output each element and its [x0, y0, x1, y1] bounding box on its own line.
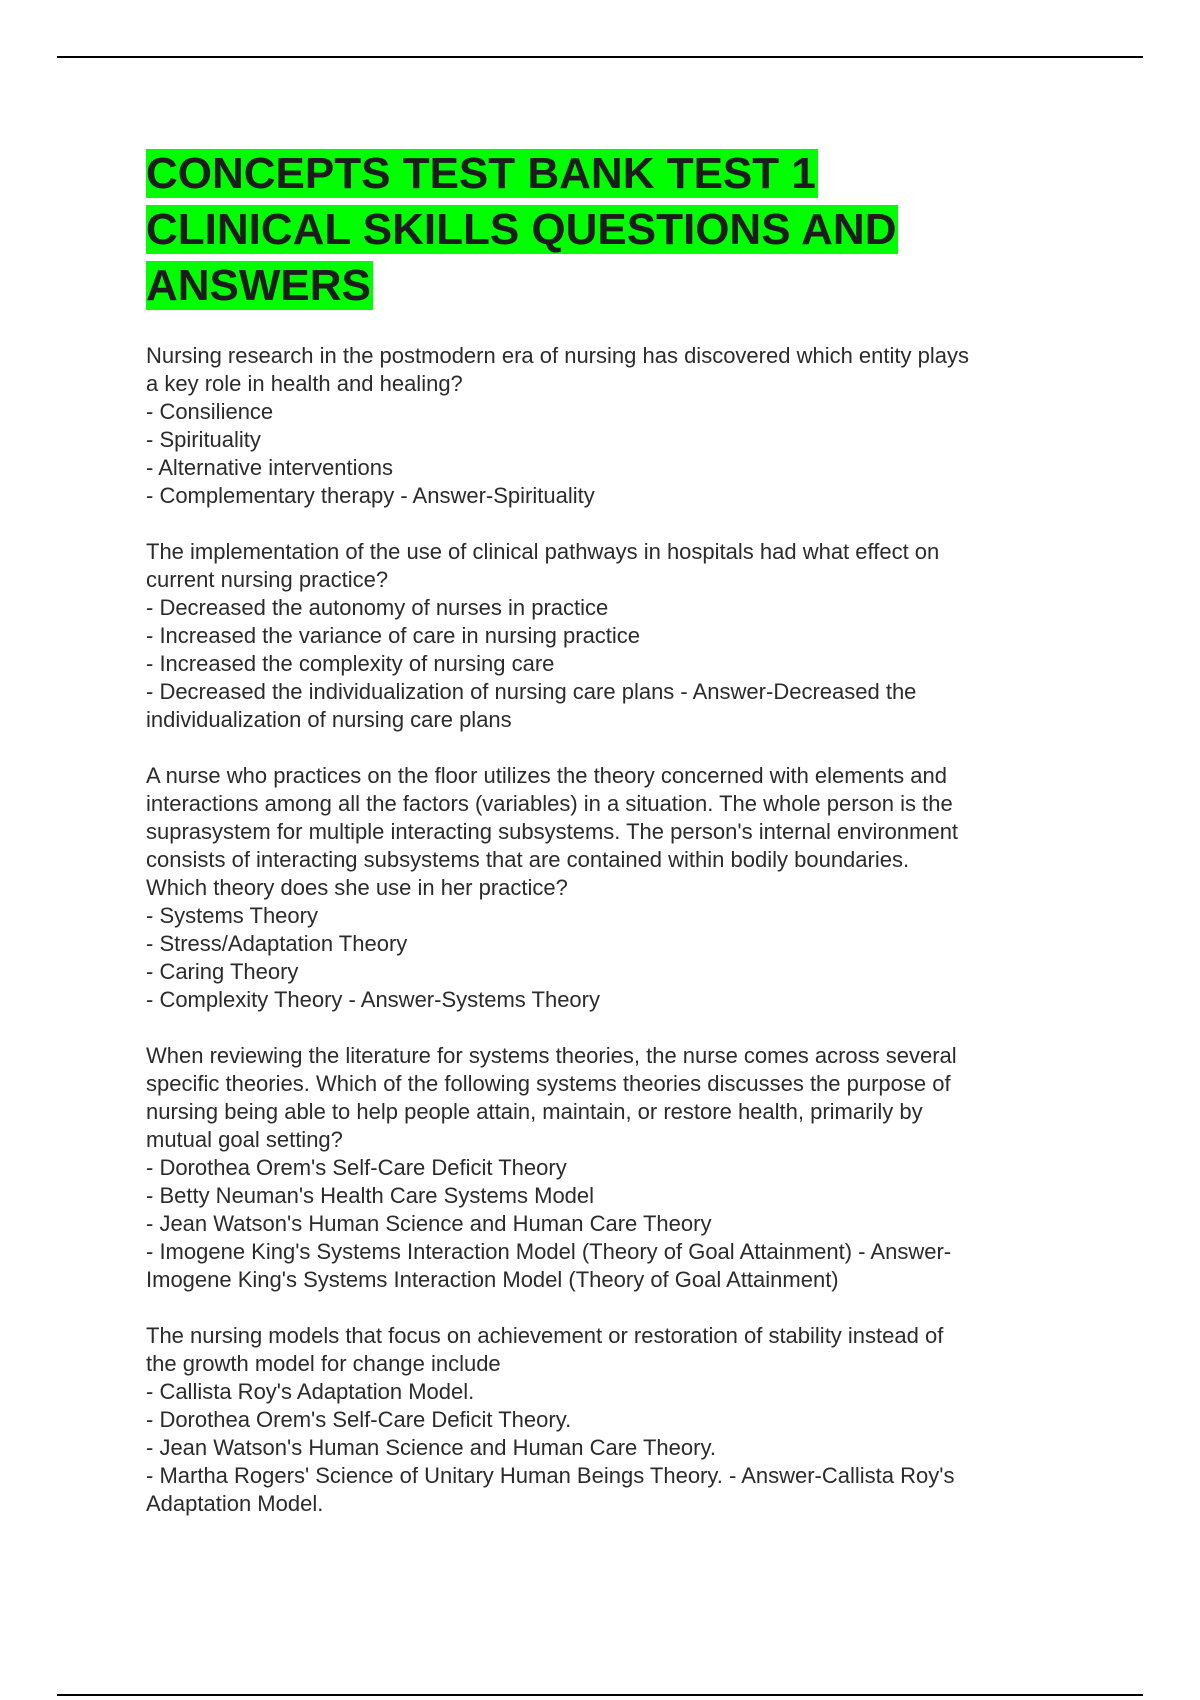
option-line: - Callista Roy's Adaptation Model. — [146, 1379, 475, 1404]
option-line: - Betty Neuman's Health Care Systems Model — [146, 1183, 595, 1208]
question-block — [146, 762, 1066, 1014]
option-line: - Spirituality — [146, 427, 261, 452]
question-block — [146, 1042, 1066, 1294]
question-text-line: suprasystem for multiple interacting subsystems. The person's internal environment — [146, 819, 959, 844]
option-line: - Jean Watson's Human Science and Human Care Theory — [146, 1211, 712, 1236]
option-line: - Imogene King's Systems Interaction Model (Theory of Goal Attainment) - Answer- — [146, 1239, 952, 1264]
question-text-line: Nursing research in the postmodern era of nursing has discovered which entity plays — [146, 343, 969, 368]
question-block — [146, 342, 1066, 510]
question-text-line: mutual goal setting? — [146, 1127, 343, 1152]
question-block — [146, 538, 1066, 734]
question-text-line: interactions among all the factors (variables) in a situation. The whole person is the — [146, 791, 953, 816]
option-line: - Dorothea Orem's Self-Care Deficit Theory. — [146, 1407, 572, 1432]
option-line: - Decreased the autonomy of nurses in practice — [146, 595, 609, 620]
question-text-line: current nursing practice? — [146, 567, 389, 592]
document-body — [146, 146, 1066, 1518]
question-text-line: specific theories. Which of the following systems theories discusses the purpose of — [146, 1071, 951, 1096]
option-line: - Systems Theory — [146, 903, 318, 928]
bottom-rule — [57, 1694, 1143, 1696]
option-line: individualization of nursing care plans — [146, 707, 512, 732]
question-text-line: A nurse who practices on the floor utilizes the theory concerned with elements and — [146, 763, 948, 788]
question-text-line: Which theory does she use in her practice? — [146, 875, 568, 900]
option-line: - Dorothea Orem's Self-Care Deficit Theory — [146, 1155, 567, 1180]
option-line: - Caring Theory — [146, 959, 299, 984]
option-line: - Decreased the individualization of nursing care plans - Answer-Decreased the — [146, 679, 917, 704]
option-line: - Consilience — [146, 399, 274, 424]
option-line: - Stress/Adaptation Theory — [146, 931, 408, 956]
question-text-line: nursing being able to help people attain, maintain, or restore health, primarily by — [146, 1099, 923, 1124]
title-line: ANSWERS — [146, 261, 371, 310]
title-line: CLINICAL SKILLS QUESTIONS AND — [146, 205, 897, 254]
document-title — [146, 146, 1066, 314]
title-line: CONCEPTS TEST BANK TEST 1 — [146, 149, 816, 198]
option-line: - Martha Rogers' Science of Unitary Human Beings Theory. - Answer-Callista Roy's — [146, 1463, 955, 1488]
question-text-line: The implementation of the use of clinical pathways in hospitals had what effect on — [146, 539, 940, 564]
option-line: - Complexity Theory - Answer-Systems Theory — [146, 987, 600, 1012]
question-text-line: The nursing models that focus on achievement or restoration of stability instead of — [146, 1323, 944, 1348]
option-line: Adaptation Model. — [146, 1491, 324, 1516]
question-text-line: consists of interacting subsystems that are contained within bodily boundaries. — [146, 847, 910, 872]
option-line: - Jean Watson's Human Science and Human Care Theory. — [146, 1435, 716, 1460]
question-list — [146, 342, 1066, 1518]
option-line: - Alternative interventions — [146, 455, 394, 480]
top-rule — [57, 56, 1143, 58]
question-text-line: When reviewing the literature for systems theories, the nurse comes across several — [146, 1043, 957, 1068]
option-line: Imogene King's Systems Interaction Model (Theory of Goal Attainment) — [146, 1267, 839, 1292]
question-block — [146, 1322, 1066, 1518]
option-line: - Increased the complexity of nursing care — [146, 651, 555, 676]
option-line: - Increased the variance of care in nursing practice — [146, 623, 641, 648]
question-text-line: a key role in health and healing? — [146, 371, 463, 396]
question-text-line: the growth model for change include — [146, 1351, 501, 1376]
option-line: - Complementary therapy - Answer-Spirituality — [146, 483, 595, 508]
